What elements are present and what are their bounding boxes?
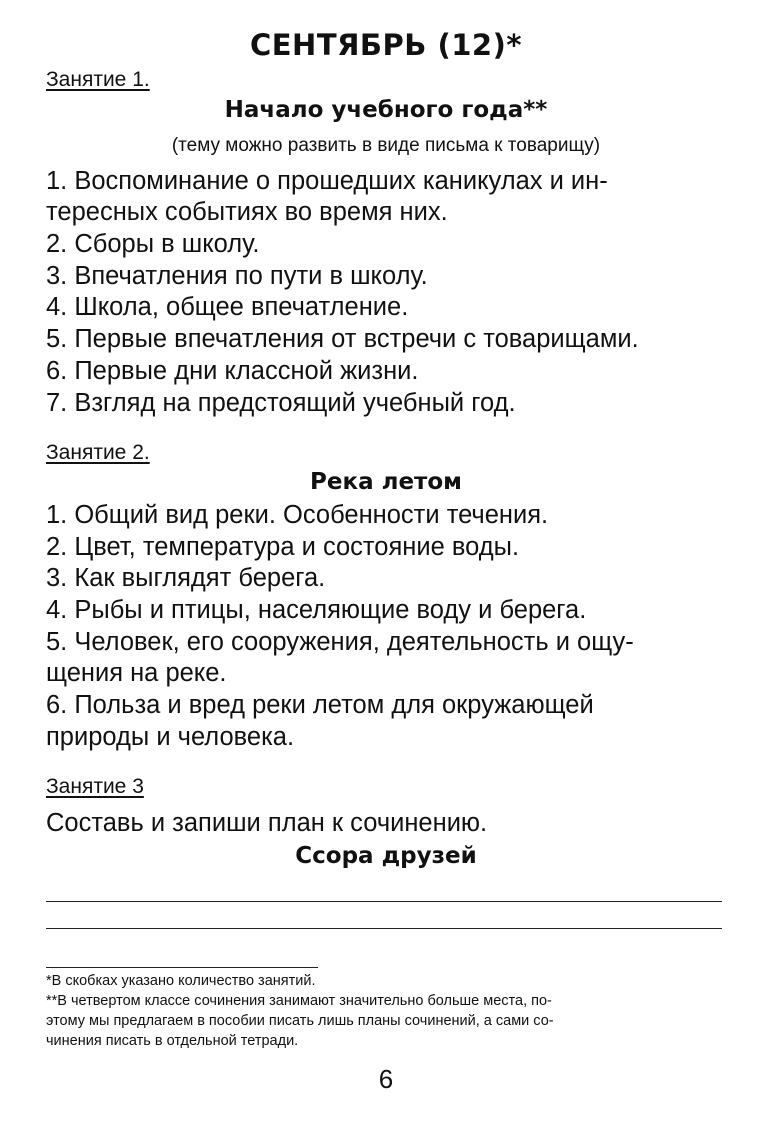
plan-line: 1. Общий вид реки. Особенности течения. xyxy=(46,501,549,529)
month-title: СЕНТЯБРЬ (12)* xyxy=(249,28,523,62)
plan-line: 1. Воспоминание о прошедших каникулах и ин- xyxy=(46,167,608,195)
plan-line: 6. Польза и вред реки летом для окружающей xyxy=(46,691,594,719)
writing-line xyxy=(46,901,722,902)
lesson-1-note: (тему можно развить в виде письма к товарищу) xyxy=(171,135,601,156)
plan-line: 5. Человек, его сооружения, деятельность и ощу- xyxy=(46,628,634,656)
plan-line: 2. Цвет, температура и состояние воды. xyxy=(46,533,520,561)
plan-line: 3. Впечатления по пути в школу. xyxy=(46,262,428,290)
plan-line: 6. Первые дни классной жизни. xyxy=(46,357,419,385)
plan-line: 4. Рыбы и птицы, населяющие воду и берега. xyxy=(46,596,587,624)
lesson-1-topic: Начало учебного года** xyxy=(224,97,548,123)
plan-line: 3. Как выглядят берега. xyxy=(46,564,326,592)
plan-line: тересных событиях во время них. xyxy=(46,198,448,226)
writing-line xyxy=(46,928,722,929)
plan-line: 4. Школа, общее впечатление. xyxy=(46,293,409,321)
plan-line: 5. Первые впечатления от встречи с товарищами. xyxy=(46,325,639,353)
footnote-separator xyxy=(46,967,318,968)
footnote-line: чинения писать в отдельной тетради. xyxy=(46,1033,299,1049)
plan-line: 7. Взгляд на предстоящий учебный год. xyxy=(46,389,516,417)
footnote-line: **В четвертом классе сочинения занимают значительно больше места, по- xyxy=(46,993,552,1009)
plan-line: природы и человека. xyxy=(46,723,295,751)
footnotes xyxy=(46,971,722,1051)
footnote-line: этому мы предлагаем в пособии писать лишь планы сочинений, а сами со- xyxy=(46,1013,554,1029)
plan-line: 2. Сборы в школу. xyxy=(46,230,260,258)
footnote-line: *В скобках указано количество занятий. xyxy=(46,973,316,989)
lesson-2-label: Занятие 2. xyxy=(46,441,150,464)
plan-line: щения на реке. xyxy=(46,659,227,687)
lesson-2-topic: Река летом xyxy=(310,469,462,495)
page-number: 6 xyxy=(378,1064,394,1094)
lesson-1-label: Занятие 1. xyxy=(46,68,150,91)
lesson-3-label: Занятие 3 xyxy=(46,775,144,798)
lesson-3-topic: Ссора друзей xyxy=(295,843,477,869)
lesson-3-instruction: Составь и запиши план к сочинению. xyxy=(46,809,488,837)
